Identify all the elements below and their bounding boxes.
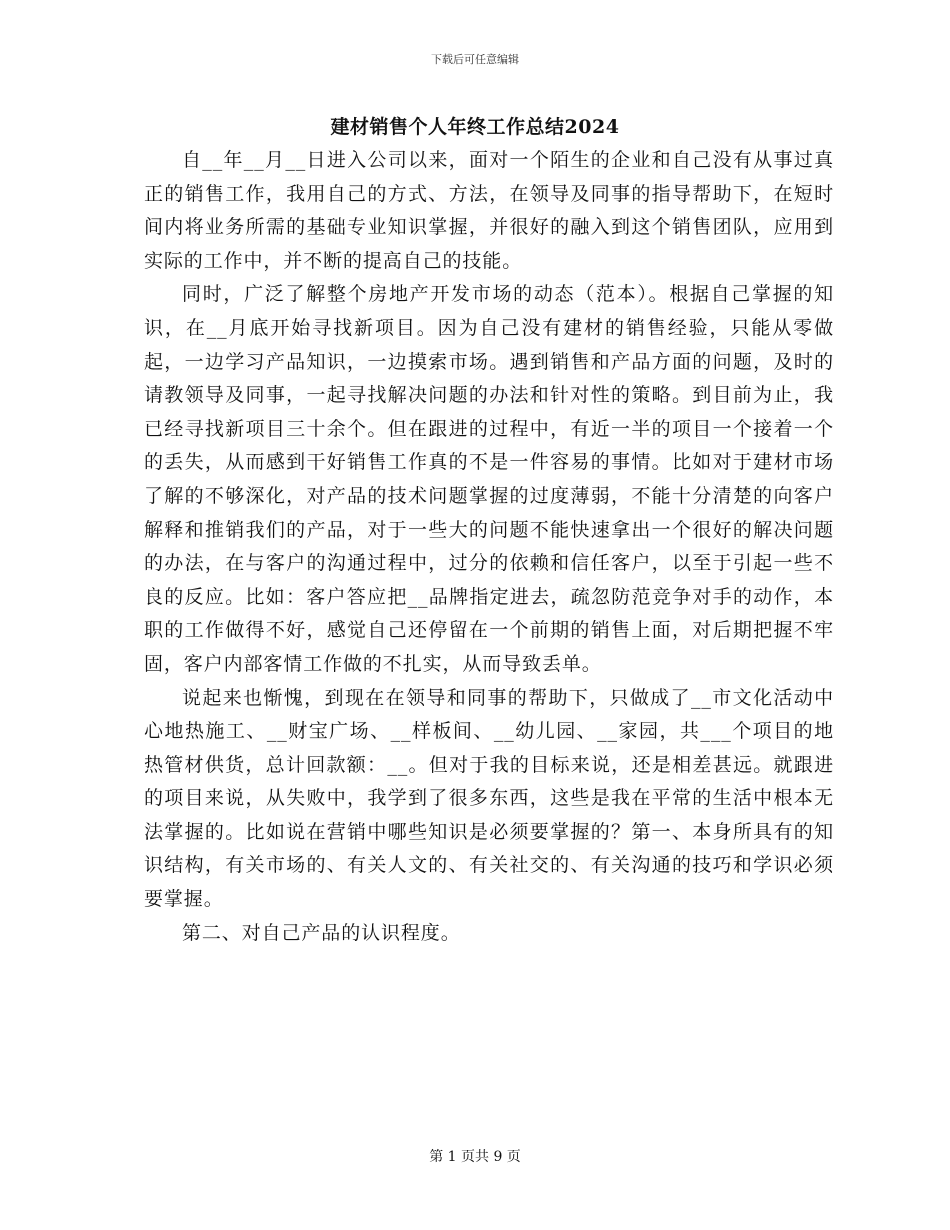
paragraph-4: 第二、对自己产品的认识程度。 [182,921,461,944]
document-body [144,144,834,950]
paragraph-3: 说起来也惭愧，到现在在领导和同事的帮助下，只做成了__市文化活动中心地热施工、__财宝广场、__样板间、__幼儿园、__家园，共___个项目的地热管材供货，总计回款额：__。但对于我的目标来说，还是相差甚远。就跟进的项目来说，从失败中，我学到了很多东西，这些是我在平常的生活中根本无法掌握的。比如说在营销中哪些知识是必须要掌握的？第一、本身所具有的知识结构，有关市场的、有关人文的、有关社交的、有关沟通的技巧和学识必须要掌握。 [144,686,834,911]
page-number: 第 1 页共 9 页 [429,1149,521,1165]
paragraph-1: 自__年__月__日进入公司以来，面对一个陌生的企业和自己没有从事过真正的销售工作，我用自己的方式、方法，在领导及同事的指导帮助下，在短时间内将业务所需的基础专业知识掌握，并很好的融入到这个销售团队，应用到实际的工作中，并不断的提高自己的技能。 [144,149,834,272]
paragraph-2: 同时，广泛了解整个房地产开发市场的动态（范本）。根据自己掌握的知识，在__月底开始寻找新项目。因为自己没有建材的销售经验，只能从零做起，一边学习产品知识，一边摸索市场。遇到销售和产品方面的问题，及时的请教领导及同事，一起寻找解决问题的办法和针对性的策略。到目前为止，我已经寻找新项目三十余个。但在跟进的过程中，有近一半的项目一个接着一个的丢失，从而感到干好销售工作真的不是一件容易的事情。比如对于建材市场了解的不够深化，对产品的技术问题掌握的过度薄弱，不能十分清楚的向客户解释和推销我们的产品，对于一些大的问题不能快速拿出一个很好的解决问题的办法，在与客户的沟通过程中，过分的依赖和信任客户，以至于引起一些不良的反应。比如：客户答应把__品牌指定进去，疏忽防范竞争对手的动作，本职的工作做得不好，感觉自己还停留在一个前期的销售上面，对后期把握不牢固，客户内部客情工作做的不扎实，从而导致丢单。 [144,283,834,675]
page-header-note: 下载后可任意编辑 [431,53,519,66]
document-title: 建材销售个人年终工作总结2024 [330,116,620,138]
